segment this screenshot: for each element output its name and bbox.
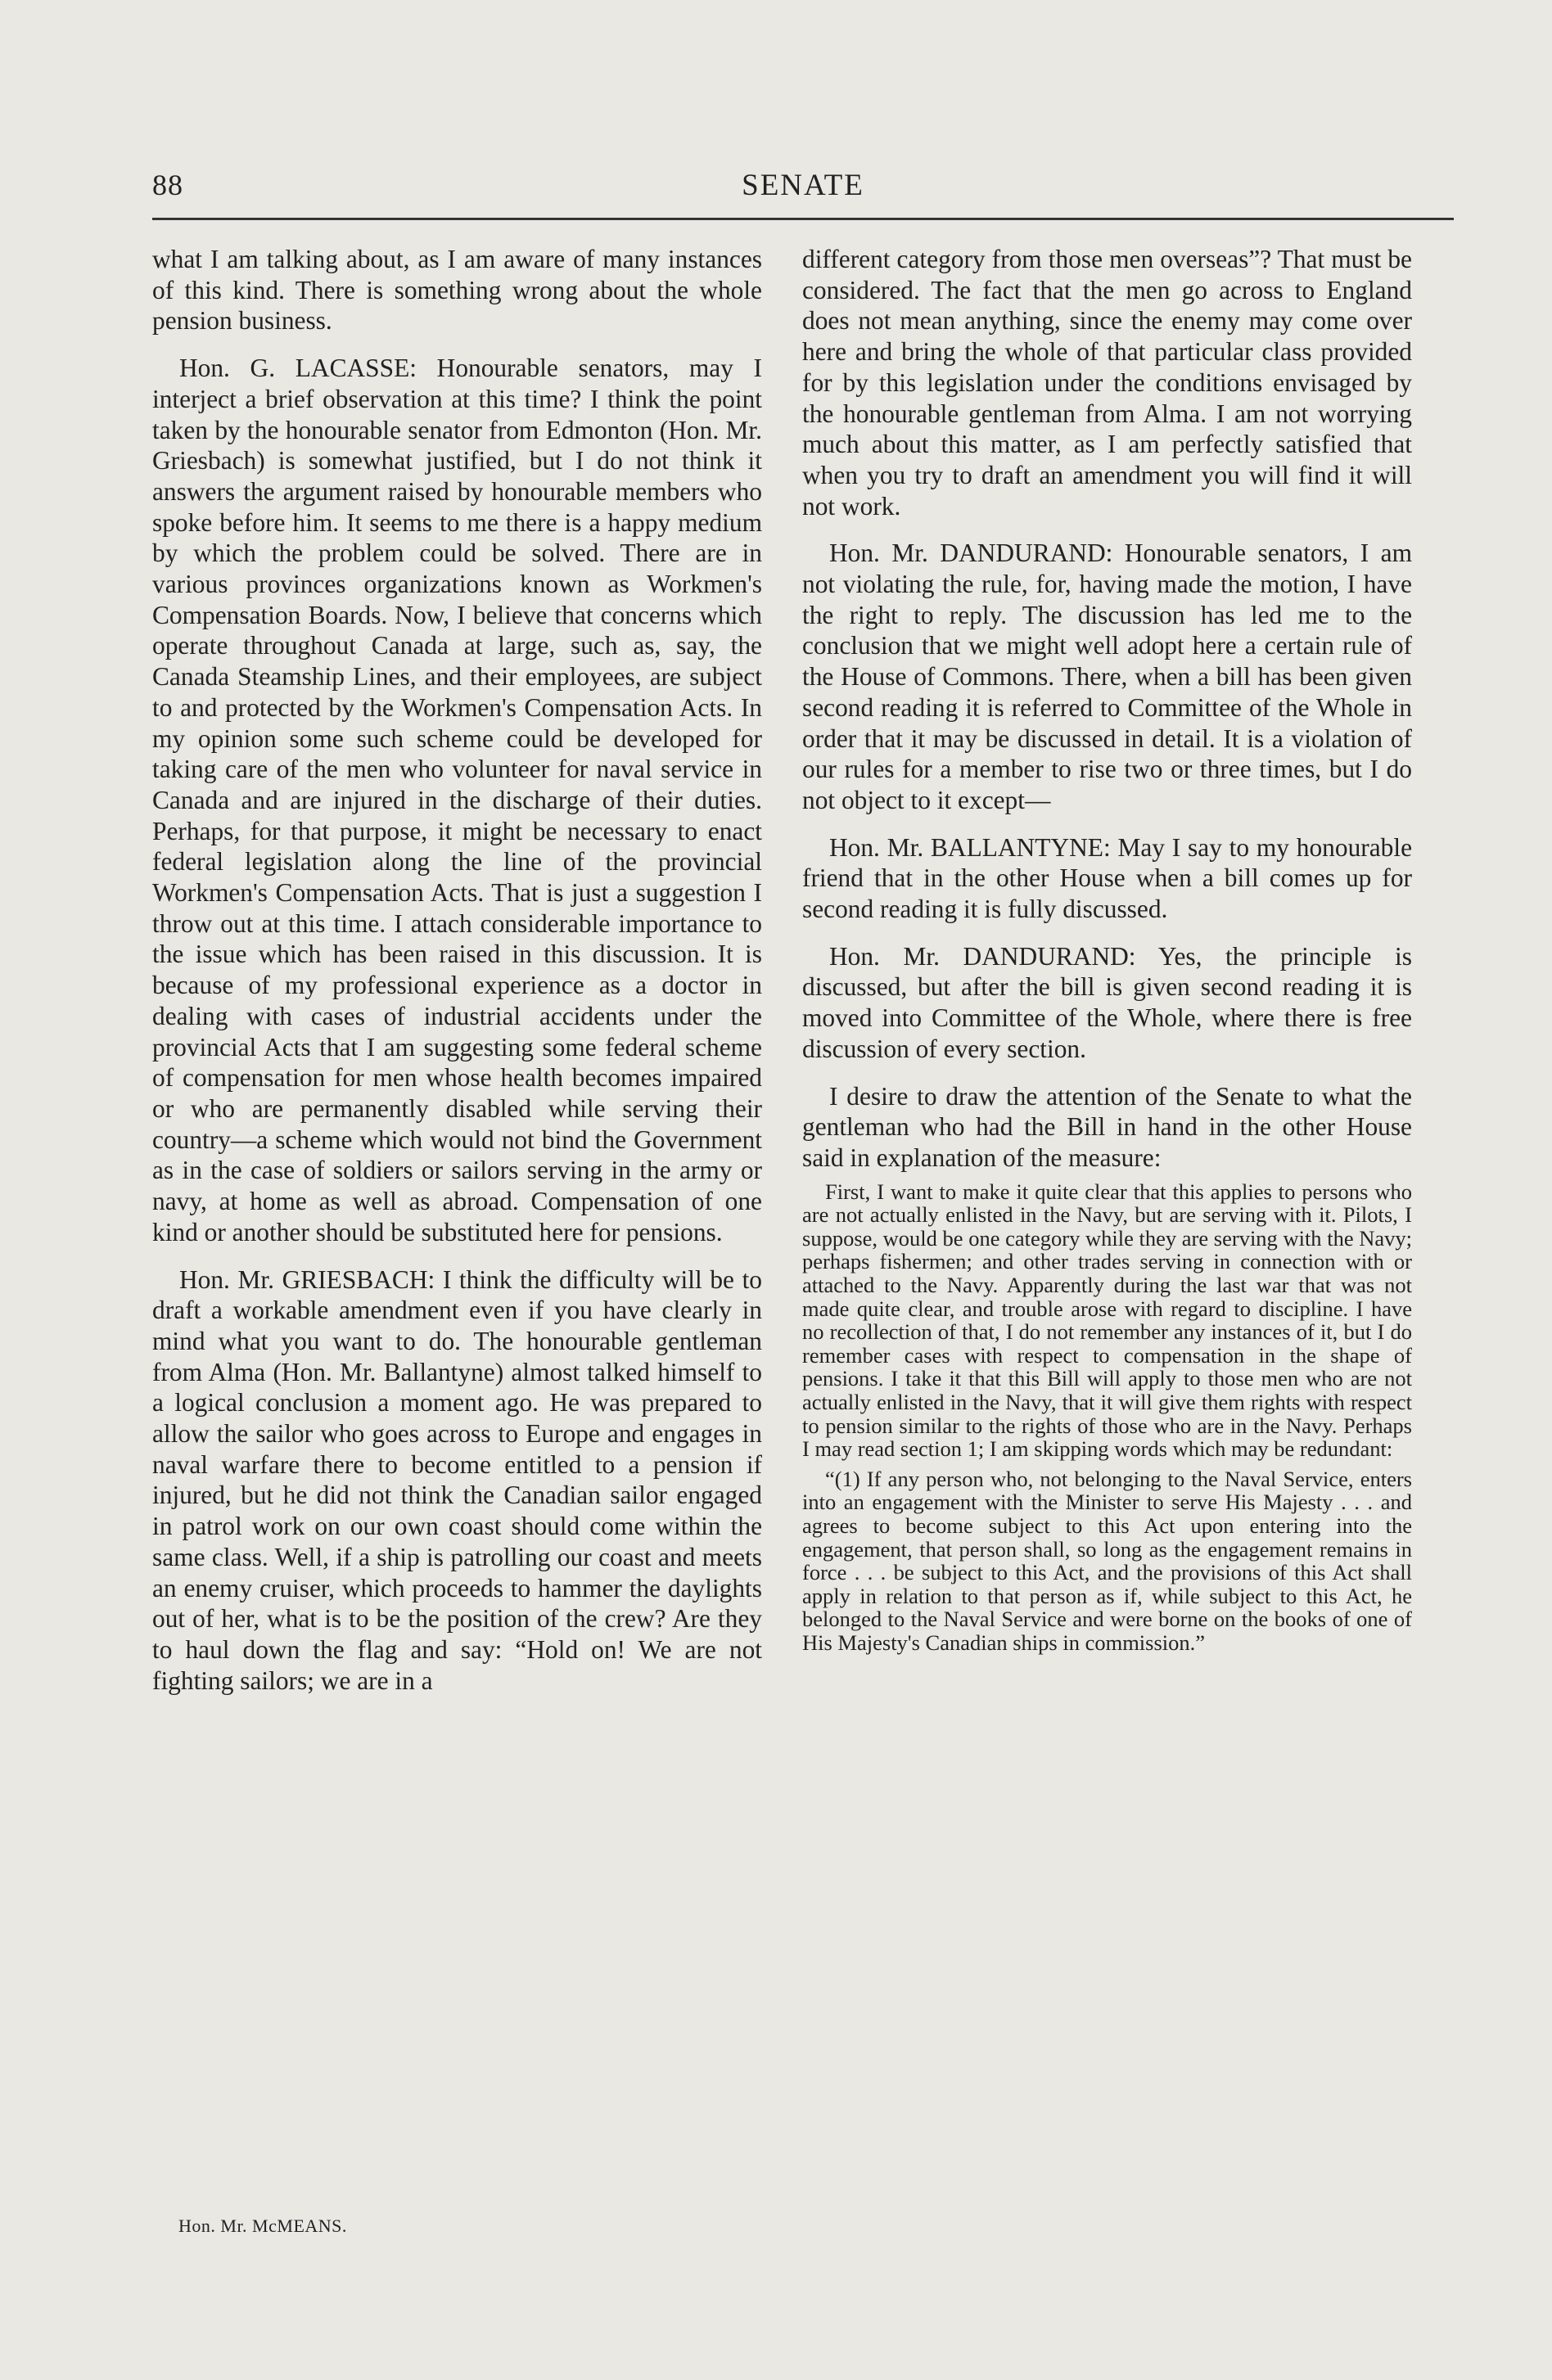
header-rule <box>152 218 1454 220</box>
page-number: 88 <box>152 169 183 201</box>
paragraph: Hon. Mr. DANDURAND: Honourable senators, I am not violating the rule, for, having made the motion, I have the right to reply. The discussion has led me to the conclusion that we might well adopt here a certain rule of the House of Commons. There, when a bill has been given second reading it is referred to Committee of the Whole in order that it may be discussed in detail. It is a violation of our rules for a member to rise two or three times, but I do not object to it except— <box>802 539 1412 814</box>
paragraph: Hon. Mr. GRIESBACH: I think the difficulty will be to draft a workable amendment even if you have clearly in mind what you want to do. The honourable gentleman from Alma (Hon. Mr. Ballantyne) almost talked himself to a logical conclusion a moment ago. He was prepared to allow the sailor who goes across to Europe and engages in naval warfare there to become entitled to a pension if injured, but he did not think the Canadian sailor engaged in patrol work on our own coast should come within the same class. Well, if a ship is patrolling our coast and meets an enemy cruiser, which proceeds to hammer the daylights out of her, what is to be the position of the crew? Are they to haul down the flag and say: “Hold on! We are not fighting sailors; we are in a <box>152 1264 762 1695</box>
paragraph: I desire to draw the attention of the Senate to what the gentleman who had the Bill in hand in the other House said in explanation of the measure: <box>802 1081 1412 1172</box>
left-column <box>152 244 762 1712</box>
block-quote: “(1) If any person who, not belonging to the Naval Service, enters into an engagement with the Minister to serve His Majesty . . . and agrees to become subject to this Act upon entering into the engagement, that person shall, so long as the engagement remains in force . . . be subject to this Act, and the provisions of this Act shall apply in relation to that person as if, while subject to this Act, he belonged to the Naval Service and were borne on the books of one of His Majesty's Canadian ships in commission.” <box>802 1466 1412 1655</box>
right-column <box>802 244 1412 1661</box>
paragraph: different category from those men overseas”? That must be considered. The fact that the men go across to England does not mean anything, since the enemy may come over here and bring the whole of that particular class provided for by this legislation under the conditions envisaged by the honourable gentleman from Alma. I am not worrying much about this matter, as I am perfectly satisfied that when you try to draft an amendment you will find it will not work. <box>802 245 1412 521</box>
paragraph: Hon. G. LACASSE: Honourable senators, may I interject a brief observation at this time? I think the point taken by the honourable senator from Edmonton (Hon. Mr. Griesbach) is somewhat justified, but I do not think it answers the argument raised by honourable members who spoke before him. It seems to me there is a happy medium by which the problem could be solved. There are in various provinces organizations known as Workmen's Compensation Boards. Now, I believe that concerns which operate throughout Canada at large, such as, say, the Canada Steamship Lines, and their employees, are subject to and protected by the Workmen's Compensation Acts. In my opinion some such scheme could be developed for taking care of the men who volunteer for naval service in Canada and are injured in the discharge of their duties. Perhaps, for that purpose, it might be necessary to enact federal legislation along the line of the provincial Workmen's Compensation Acts. That is just a suggestion I throw out at this time. I attach considerable importance to the issue which has been raised in this discussion. It is because of my professional experience as a doctor in dealing with cases of industrial accidents under the provincial Acts that I am suggesting some federal scheme of compensation for men whose health becomes impaired or who are permanently disabled while serving their country—a scheme which would not bind the Government as in the case of soldiers or sailors serving in the army or navy, at home as well as abroad. Compensation of one kind or another should be substituted here for pensions. <box>152 354 762 1246</box>
paragraph: Hon. Mr. DANDURAND: Yes, the principle is discussed, but after the bill is given second reading it is moved into Committee of the Whole, where there is free discussion of every section. <box>802 941 1412 1063</box>
footer-speaker: Hon. Mr. McMEANS. <box>178 2215 347 2236</box>
paragraph: Hon. Mr. BALLANTYNE: May I say to my honourable friend that in the other House when a bill comes up for second reading it is fully discussed. <box>802 832 1412 924</box>
page-header <box>152 168 1454 209</box>
paragraph: what I am talking about, as I am aware of many instances of this kind. There is something wrong about the whole pension business. <box>152 245 762 336</box>
running-title: SENATE <box>742 169 864 202</box>
block-quote: First, I want to make it quite clear that this applies to persons who are not actually enlisted in the Navy, but are serving with it. Pilots, I suppose, would be one category while they are serving with the Navy; perhaps fishermen; and other trades serving in connection with or attached to the Navy. Apparently during the last war that was not made quite clear, and trouble arose with regard to discipline. I have no recollection of that, I do not remember any instances of it, but I do remember cases with respect to compensation in the shape of pensions. I take it that this Bill will apply to those men who are not actually enlisted in the Navy, that it will give them rights with respect to pension similar to the rights of those who are in the Navy. Perhaps I may read section 1; I am skipping words which may be redundant: <box>802 1179 1412 1462</box>
